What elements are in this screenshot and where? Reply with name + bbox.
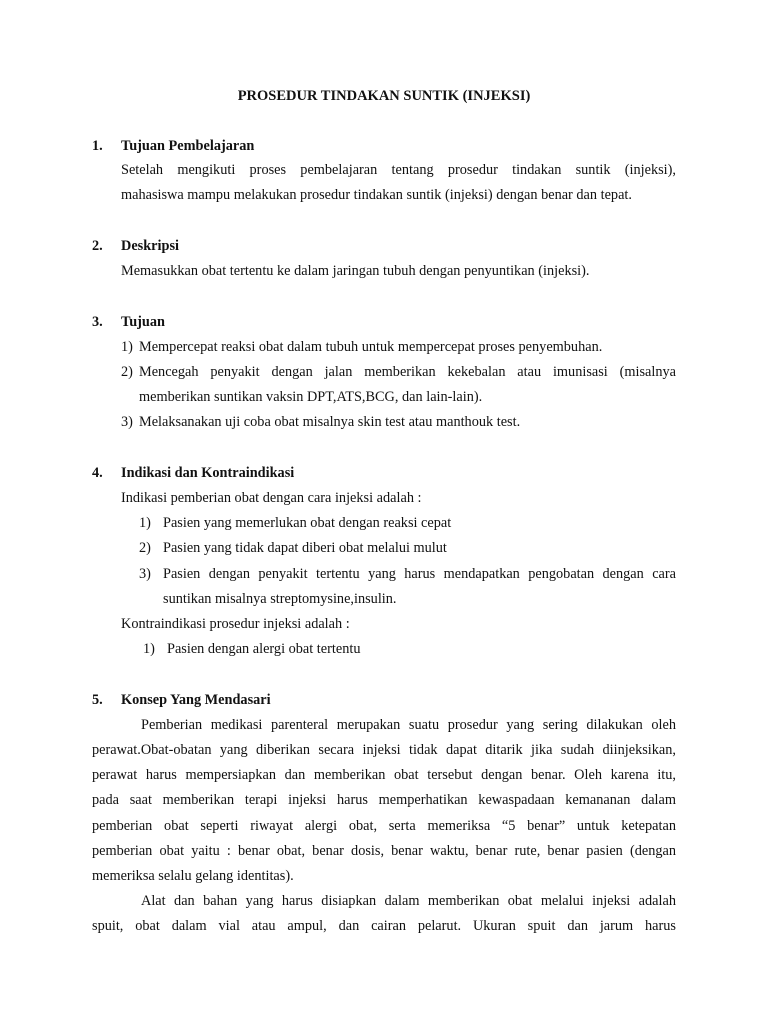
section-4-number: 4. — [92, 465, 103, 481]
section-1-heading: Tujuan Pembelajaran — [121, 138, 255, 154]
list-item-text: Pasien yang tidak dapat diberi obat melalui mulut — [163, 540, 447, 556]
list-item-number: 3) — [121, 414, 133, 430]
section-4-contra-intro: Kontraindikasi prosedur injeksi adalah : — [121, 616, 350, 632]
list-item-text: Mencegah penyakit dengan jalan memberikan kekebalan atau imunisasi (misalnya — [139, 364, 676, 380]
section-5-heading: Konsep Yang Mendasari — [121, 692, 271, 708]
paragraph-line: perawat harus mempersiapkan dan memberikan obat tersebut dengan benar. Oleh karena itu, — [92, 767, 676, 783]
list-item-text: memberikan suntikan vaksin DPT,ATS,BCG, dan lain-lain). — [139, 389, 483, 405]
section-1-line: Setelah mengikuti proses pembelajaran tentang prosedur tindakan suntik (injeksi), — [121, 162, 676, 178]
section-2-line: Memasukkan obat tertentu ke dalam jaringan tubuh dengan penyuntikan (injeksi). — [121, 263, 590, 279]
section-4-heading: Indikasi dan Kontraindikasi — [121, 465, 295, 481]
list-item-number: 1) — [143, 641, 155, 657]
paragraph-line: spuit, obat dalam vial atau ampul, dan cairan pelarut. Ukuran spuit dan jarum harus — [92, 918, 676, 934]
section-1-number: 1. — [92, 138, 103, 154]
paragraph-line: pemberian obat yaitu : benar obat, benar dosis, benar waktu, benar rute, benar pasien (dengan — [92, 843, 676, 859]
list-item-text: Pasien dengan alergi obat tertentu — [167, 641, 361, 657]
list-item-text: Mempercepat reaksi obat dalam tubuh untuk mempercepat proses penyembuhan. — [139, 339, 603, 355]
list-item-text: Pasien yang memerlukan obat dengan reaksi cepat — [163, 515, 452, 531]
list-item-text: Melaksanakan uji coba obat misalnya skin test atau manthouk test. — [139, 414, 521, 430]
section-5-number: 5. — [92, 692, 103, 708]
section-3-heading: Tujuan — [121, 314, 165, 330]
section-4-intro: Indikasi pemberian obat dengan cara injeksi adalah : — [121, 490, 422, 506]
list-item-text: suntikan misalnya streptomysine,insulin. — [163, 591, 397, 607]
list-item-number: 1) — [121, 339, 133, 355]
paragraph-line: pada saat memberikan terapi injeksi harus memperhatikan kewaspadaan kemananan dalam — [92, 792, 676, 808]
section-2-number: 2. — [92, 238, 103, 254]
paragraph-line: Alat dan bahan yang harus disiapkan dalam memberikan obat melalui injeksi adalah — [141, 893, 676, 909]
paragraph-line: perawat.Obat-obatan yang diberikan secara injeksi tidak dapat ditarik jika sudah diinjeksikan, — [92, 742, 676, 758]
paragraph-line: memeriksa selalu gelang identitas). — [92, 868, 294, 884]
section-1-line: mahasiswa mampu melakukan prosedur tindakan suntik (injeksi) dengan benar dan tepat. — [121, 187, 632, 203]
list-item-number: 1) — [139, 515, 151, 531]
paragraph-line: pemberian obat seperti riwayat alergi obat, serta memeriksa “5 benar” untuk ketepatan — [92, 818, 676, 834]
list-item-number: 3) — [139, 566, 151, 582]
section-3-number: 3. — [92, 314, 103, 330]
paragraph-line: Pemberian medikasi parenteral merupakan suatu prosedur yang sering dilakukan oleh — [141, 717, 676, 733]
list-item-text: Pasien dengan penyakit tertentu yang harus mendapatkan pengobatan dengan cara — [163, 566, 676, 582]
list-item-number: 2) — [139, 540, 151, 556]
section-2-heading: Deskripsi — [121, 238, 179, 254]
page-title: PROSEDUR TINDAKAN SUNTIK (INJEKSI) — [237, 88, 531, 104]
list-item-number: 2) — [121, 364, 133, 380]
